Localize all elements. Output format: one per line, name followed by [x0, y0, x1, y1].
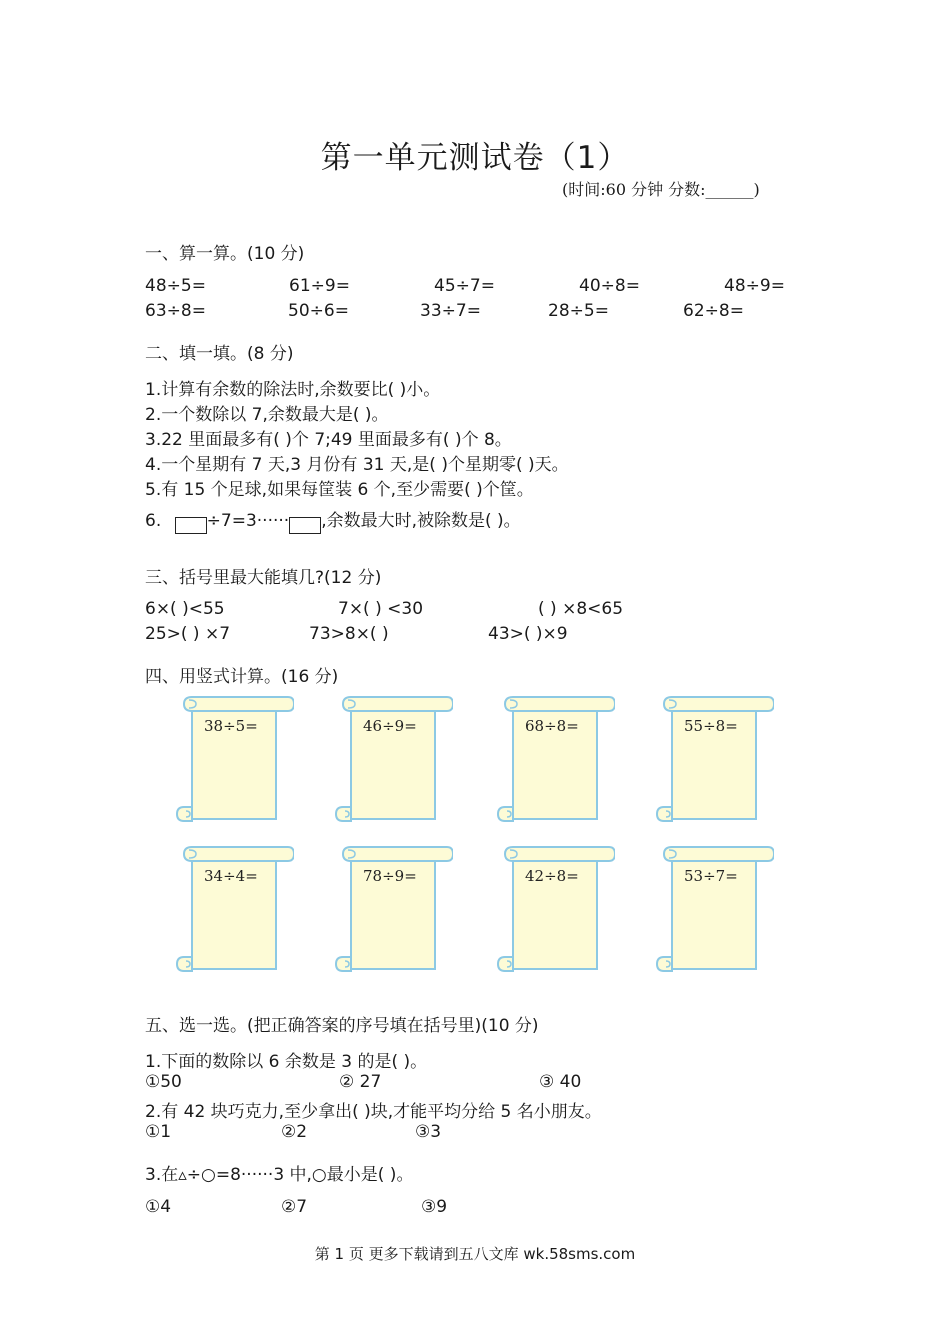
calc-item: 61÷9=	[289, 276, 350, 296]
scroll-paper-graphic	[176, 695, 294, 827]
scroll-paper-graphic	[335, 695, 453, 827]
choice-option: ② 27	[339, 1072, 382, 1092]
choice-option: ②7	[281, 1197, 308, 1217]
choice-option: ①1	[145, 1122, 172, 1142]
scroll-card	[176, 845, 294, 977]
calc-item: 62÷8=	[683, 301, 744, 321]
item-6-mid: ÷7=3······	[206, 511, 290, 531]
scroll-card	[497, 845, 615, 977]
choice-option: ③ 40	[539, 1072, 582, 1092]
choice-option: ①50	[145, 1072, 182, 1092]
fill-item-6	[145, 506, 521, 534]
choice-question-2: 2.有 42 块巧克力,至少拿出( )块,才能平均分给 5 名小朋友。	[145, 1102, 602, 1122]
fill-item: 3.22 里面最多有( )个 7;49 里面最多有( )个 8。	[145, 430, 512, 450]
division-problem: 68÷8=	[525, 717, 579, 735]
scroll-paper-graphic	[497, 695, 615, 827]
fill-item: 1.计算有余数的除法时,余数要比( )小。	[145, 380, 441, 400]
scroll-card	[335, 695, 453, 827]
choice-option: ②2	[281, 1122, 308, 1142]
division-problem: 34÷4=	[204, 867, 258, 885]
section-5-heading: 五、选一选。(把正确答案的序号填在括号里)(10 分)	[145, 1016, 539, 1036]
calc-item: 48÷5=	[145, 276, 206, 296]
division-problem: 55÷8=	[684, 717, 738, 735]
compare-item: 25>( ) ×7	[145, 624, 231, 644]
choice-option: ①4	[145, 1197, 172, 1217]
fill-item: 4.一个星期有 7 天,3 月份有 31 天,是( )个星期零( )天。	[145, 455, 569, 475]
answer-box[interactable]	[175, 517, 207, 534]
choice-option: ③9	[421, 1197, 448, 1217]
scroll-card	[335, 845, 453, 977]
calc-item: 63÷8=	[145, 301, 206, 321]
compare-item: 6×( )<55	[145, 599, 225, 619]
section-4-heading: 四、用竖式计算。(16 分)	[145, 667, 339, 687]
section-3-heading: 三、括号里最大能填几?(12 分)	[145, 568, 382, 588]
fill-item: 5.有 15 个足球,如果每筐装 6 个,至少需要( )个筐。	[145, 480, 534, 500]
scroll-paper-graphic	[656, 695, 774, 827]
section-1-heading: 一、算一算。(10 分)	[145, 244, 305, 264]
scroll-card	[497, 695, 615, 827]
scroll-paper-graphic	[497, 845, 615, 977]
fill-item: 2.一个数除以 7,余数最大是( )。	[145, 405, 389, 425]
answer-box[interactable]	[289, 517, 321, 534]
compare-item: 7×( ) <30	[338, 599, 424, 619]
division-problem: 46÷9=	[363, 717, 417, 735]
compare-item: ( ) ×8<65	[538, 599, 624, 619]
item-6-prefix: 6.	[145, 511, 162, 531]
scroll-paper-graphic	[176, 845, 294, 977]
choice-question-1: 1.下面的数除以 6 余数是 3 的是( )。	[145, 1052, 428, 1072]
compare-item: 43>( )×9	[488, 624, 568, 644]
page-footer: 第 1 页 更多下载请到五八文库 wk.58sms.com	[314, 1245, 636, 1263]
scroll-card	[656, 695, 774, 827]
calc-item: 45÷7=	[434, 276, 495, 296]
scroll-card	[176, 695, 294, 827]
division-problem: 53÷7=	[684, 867, 738, 885]
scroll-paper-graphic	[656, 845, 774, 977]
calc-item: 48÷9=	[724, 276, 785, 296]
choice-question-3: 3.在▵÷○=8······3 中,○最小是( )。	[145, 1165, 414, 1185]
calc-item: 40÷8=	[579, 276, 640, 296]
choice-option: ③3	[415, 1122, 442, 1142]
division-problem: 38÷5=	[204, 717, 258, 735]
division-problem: 42÷8=	[525, 867, 579, 885]
scroll-card	[656, 845, 774, 977]
page-subtitle: (时间:60 分钟 分数:______)	[562, 180, 760, 199]
item-6-suffix: ,余数最大时,被除数是( )。	[321, 511, 521, 531]
division-problem: 78÷9=	[363, 867, 417, 885]
calc-item: 50÷6=	[288, 301, 349, 321]
section-2-heading: 二、填一填。(8 分)	[145, 344, 294, 364]
page-title: 第一单元测试卷（1）	[320, 140, 630, 176]
compare-item: 73>8×( )	[309, 624, 389, 644]
calc-item: 28÷5=	[548, 301, 609, 321]
scroll-paper-graphic	[335, 845, 453, 977]
calc-item: 33÷7=	[420, 301, 481, 321]
